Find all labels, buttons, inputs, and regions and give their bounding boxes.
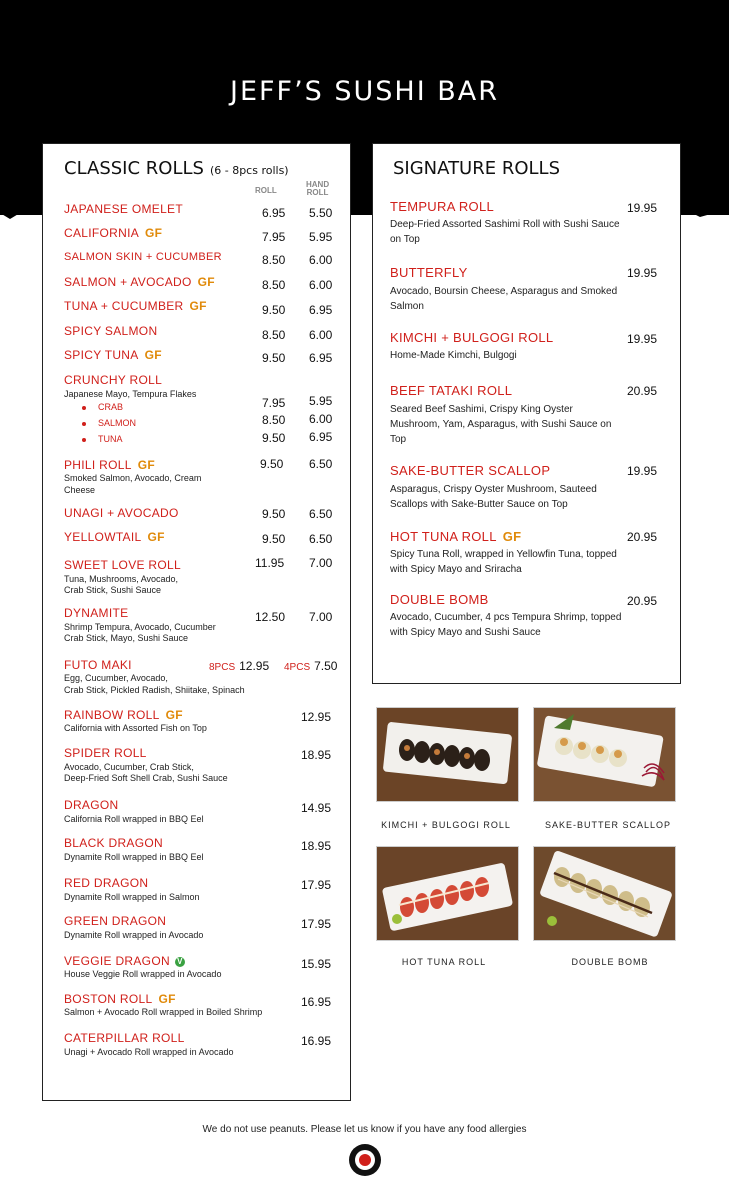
item-description: Egg, Cucumber, Avocado, [64, 673, 168, 683]
item-price: 16.95 [301, 995, 332, 1009]
item-description: California with Assorted Fish on Top [64, 723, 207, 733]
item-name: SPICY TUNA GF [64, 348, 162, 362]
roll-price: 9.50 [262, 303, 286, 317]
item-description: Avocado, Cucumber, Crab Stick, [64, 762, 194, 772]
item-price: 19.95 [627, 266, 658, 280]
item-name: TEMPURA ROLL [390, 199, 495, 214]
roll-price: 9.50 [260, 457, 284, 471]
item-price: 19.95 [627, 332, 658, 346]
item-description: Shrimp Tempura, Avocado, Cucumber [64, 622, 216, 632]
hand-roll-price: 5.95 [309, 394, 333, 408]
hand-roll-price: 5.50 [309, 206, 333, 220]
item-description: Crab Stick, Mayo, Sushi Sauce [64, 633, 189, 643]
item-price: 16.95 [301, 1034, 332, 1048]
item-description: Asparagus, Crispy Oyster Mushroom, Sauteed Scallops with Sake-Butter Sauce on Top [390, 484, 597, 510]
hand-roll-price: 6.95 [309, 303, 333, 317]
item-description: Dynamite Roll wrapped in Avocado [64, 930, 204, 940]
roll-price: 12.50 [255, 610, 286, 624]
roll-price: 9.50 [262, 532, 286, 546]
roll-price: 7.95 [262, 230, 286, 244]
item-description: Cheese [64, 485, 96, 495]
bullet-icon [82, 438, 86, 442]
item-description: Dynamite Roll wrapped in Salmon [64, 892, 200, 902]
futo-8pcs-price: 8PCS 12.95 [209, 659, 270, 673]
sub-item-name: TUNA [98, 434, 123, 444]
item-name: BOSTON ROLL GF [64, 992, 176, 1006]
item-price: 19.95 [627, 464, 658, 478]
column-roll-label: ROLL [255, 186, 277, 195]
gluten-free-badge: GF [502, 529, 522, 544]
item-description: Deep-Fried Soft Shell Crab, Sushi Sauce [64, 773, 228, 783]
hand-roll-price: 6.00 [309, 253, 333, 267]
item-name: YELLOWTAIL GF [64, 530, 165, 544]
item-description: Smoked Salmon, Avocado, Cream [64, 473, 202, 483]
hand-roll-price: 6.50 [309, 507, 333, 521]
item-description: Avocado, Cucumber, 4 pcs Tempura Shrimp, topped with Spicy Mayo and Sushi Sauce [390, 612, 622, 638]
item-name: TUNA + CUCUMBER GF [64, 299, 207, 313]
item-price: 15.95 [301, 957, 332, 971]
item-price: 20.95 [627, 530, 658, 544]
item-description: Seared Beef Sashimi, Crispy King Oyster Mushroom, Yam, Asparagus, with Sushi Sauce on Top [390, 404, 612, 445]
futo-4pcs-price: 4PCS 7.50 [284, 659, 338, 673]
item-description: Spicy Tuna Roll, wrapped in Yellowfin Tuna, topped with Spicy Mayo and Sriracha [390, 549, 617, 575]
classic-rolls-subheading: (6 - 8pcs rolls) [209, 164, 289, 177]
item-name: VEGGIE DRAGON V [64, 954, 185, 968]
kimchi-bulgogi-roll-photo [376, 707, 519, 802]
column-hand-roll-label: HAND ROLL [306, 180, 330, 197]
double-bomb-photo [533, 846, 676, 941]
item-price: 17.95 [301, 878, 332, 892]
roll-price: 9.50 [262, 431, 286, 445]
item-name: SPICY SALMON [64, 324, 158, 338]
roll-price: 6.95 [262, 206, 286, 220]
item-description: Home-Made Kimchi, Bulgogi [390, 350, 517, 361]
item-description: Tuna, Mushrooms, Avocado, [64, 574, 179, 584]
item-price: 14.95 [301, 801, 332, 815]
photo-caption: KIMCHI + BULGOGI ROLL [381, 820, 511, 830]
item-name: CRUNCHY ROLL [64, 373, 163, 387]
item-name: DOUBLE BOMB [390, 592, 489, 607]
item-price: 17.95 [301, 917, 332, 931]
item-name: CATERPILLAR ROLL [64, 1031, 185, 1045]
roll-price: 11.95 [255, 556, 285, 570]
item-name: CALIFORNIA GF [64, 226, 163, 240]
sushi-logo-icon [348, 1143, 382, 1177]
signature-rolls-heading: SIGNATURE ROLLS [393, 158, 560, 179]
hand-roll-price: 6.00 [309, 412, 333, 426]
hand-roll-price: 6.50 [309, 457, 333, 471]
roll-price: 9.50 [262, 351, 286, 365]
item-name: SALMON + AVOCADO GF [64, 275, 215, 289]
hand-roll-price: 7.00 [309, 610, 333, 624]
photo-caption: HOT TUNA ROLL [401, 957, 487, 967]
bullet-icon [82, 422, 86, 426]
item-name: SAKE-BUTTER SCALLOP [390, 463, 551, 478]
hand-roll-price: 6.50 [309, 532, 333, 546]
hand-roll-price: 5.95 [309, 230, 333, 244]
hand-roll-price: 6.95 [309, 430, 333, 444]
item-description: Avocado, Boursin Cheese, Asparagus and Smoked Salmon [390, 286, 618, 312]
sub-item-name: SALMON [98, 418, 137, 428]
item-name: SPIDER ROLL [64, 746, 147, 760]
item-name: UNAGI + AVOCADO [64, 506, 179, 520]
item-name: BLACK DRAGON [64, 836, 163, 850]
roll-price: 8.50 [262, 328, 286, 342]
item-name: FUTO MAKI [64, 658, 132, 672]
gluten-free-badge: GF [197, 275, 215, 289]
item-description: House Veggie Roll wrapped in Avocado [64, 969, 222, 979]
item-price: 20.95 [627, 384, 658, 398]
item-price: 20.95 [627, 594, 658, 608]
hot-tuna-roll-photo [376, 846, 519, 941]
item-name: RED DRAGON [64, 876, 149, 890]
item-name: PHILI ROLL GF [64, 458, 155, 472]
sake-butter-scallop-photo [533, 707, 676, 802]
item-description: Deep-Fried Assorted Sashimi Roll with Sushi Sauce on Top [390, 219, 620, 245]
gluten-free-badge: GF [158, 992, 176, 1006]
item-name: BEEF TATAKI ROLL [390, 383, 513, 398]
gluten-free-badge: GF [165, 708, 183, 722]
item-description: Unagi + Avocado Roll wrapped in Avocado [64, 1047, 234, 1057]
hand-roll-price: 6.95 [309, 351, 333, 365]
hand-roll-price: 6.00 [309, 328, 333, 342]
bullet-icon [82, 406, 86, 410]
item-name: RAINBOW ROLL GF [64, 708, 183, 722]
item-price: 19.95 [627, 201, 658, 215]
gluten-free-badge: GF [137, 458, 155, 472]
signature-rolls-panel [372, 143, 681, 684]
item-name: SWEET LOVE ROLL [64, 558, 181, 572]
item-description: Salmon + Avocado Roll wrapped in Boiled Shrimp [64, 1007, 263, 1017]
item-price: 18.95 [301, 748, 332, 762]
roll-price: 8.50 [262, 413, 286, 427]
item-name: KIMCHI + BULGOGI ROLL [390, 330, 554, 345]
item-name: HOT TUNA ROLL GF [390, 529, 522, 544]
classic-rolls-heading: CLASSIC ROLLS (6 - 8pcs rolls) [64, 158, 289, 179]
gluten-free-badge: GF [189, 299, 207, 313]
hand-roll-price: 7.00 [309, 556, 333, 570]
roll-price: 8.50 [262, 253, 286, 267]
item-description: Crab Stick, Sushi Sauce [64, 585, 162, 595]
gluten-free-badge: GF [144, 348, 162, 362]
item-name: SALMON SKIN + CUCUMBER [64, 251, 222, 263]
item-description: Crab Stick, Pickled Radish, Shiitake, Spinach [64, 685, 245, 695]
page-title: JEFF’S SUSHI BAR [229, 76, 500, 107]
item-name: DYNAMITE [64, 606, 129, 620]
vegetarian-icon: V [175, 957, 185, 967]
roll-price: 9.50 [262, 507, 286, 521]
item-name: GREEN DRAGON [64, 914, 167, 928]
allergy-note: We do not use peanuts. Please let us know if you have any food allergies [202, 1124, 527, 1135]
item-description: Dynamite Roll wrapped in BBQ Eel [64, 852, 204, 862]
roll-price: 7.95 [262, 396, 286, 410]
item-description: California Roll wrapped in BBQ Eel [64, 814, 204, 824]
sub-item-name: CRAB [98, 402, 124, 412]
item-price: 18.95 [301, 839, 332, 853]
item-name: DRAGON [64, 798, 119, 812]
gluten-free-badge: GF [145, 226, 163, 240]
item-description: Japanese Mayo, Tempura Flakes [64, 389, 197, 399]
item-price: 12.95 [301, 710, 332, 724]
photo-caption: SAKE-BUTTER SCALLOP [544, 820, 672, 830]
roll-price: 8.50 [262, 278, 286, 292]
gluten-free-badge: GF [147, 530, 165, 544]
photo-caption: DOUBLE BOMB [571, 957, 649, 967]
hand-roll-price: 6.00 [309, 278, 333, 292]
classic-rolls-panel [42, 143, 351, 1101]
item-name: JAPANESE OMELET [64, 202, 183, 216]
item-name: BUTTERFLY [390, 265, 468, 280]
